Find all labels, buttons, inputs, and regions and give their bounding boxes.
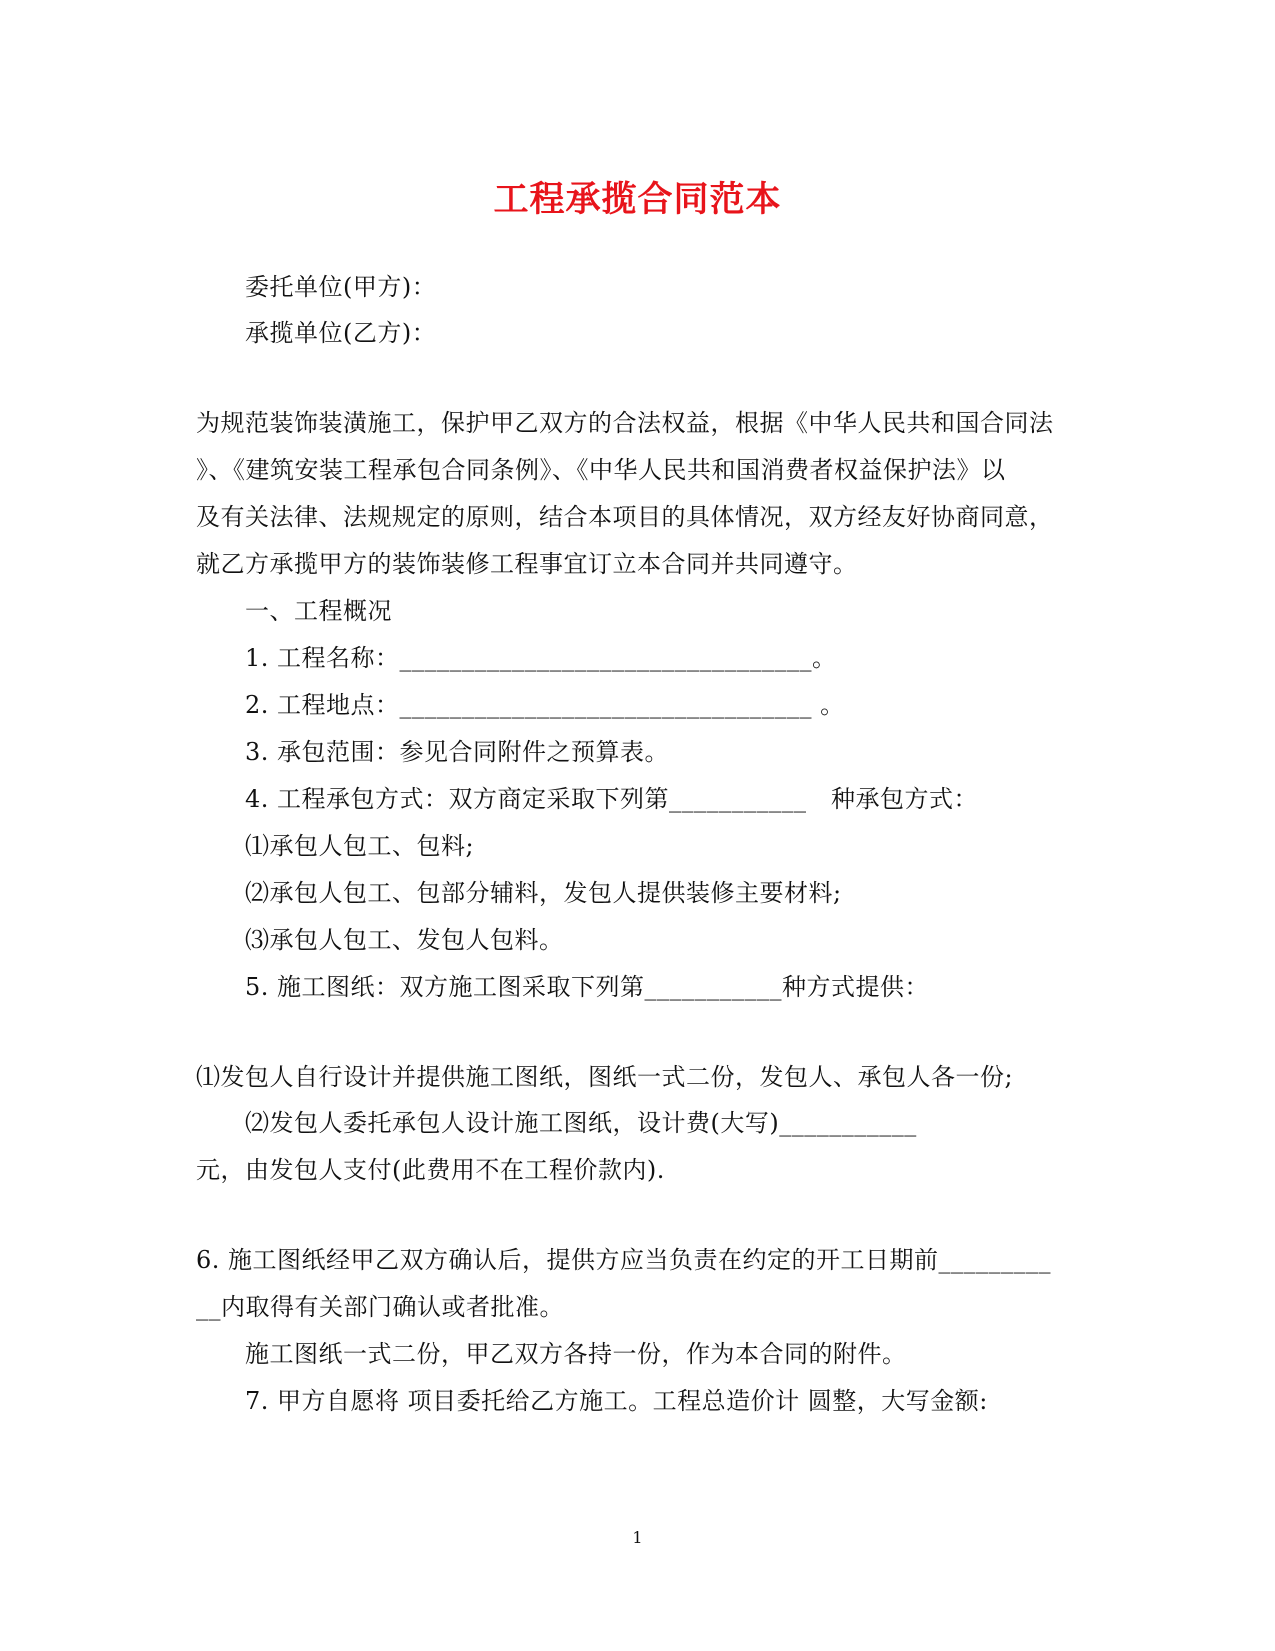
- item-drawings: 5. 施工图纸：双方施工图采取下列第___________种方式提供：: [245, 973, 930, 1001]
- item-project-location: 2. 工程地点：_________________________________ 。: [245, 691, 845, 719]
- preamble-line-4: 就乙方承揽甲方的装饰装修工程事宜订立本合同并共同遵守。: [196, 550, 858, 578]
- drawings-option-2-continued: 元，由发包人支付(此费用不在工程价款内).: [196, 1156, 665, 1184]
- preamble-line-3: 及有关法律、法规规定的原则，结合本项目的具体情况，双方经友好协商同意，: [196, 503, 1054, 531]
- item-project-name: 1. 工程名称：_________________________________。: [245, 644, 837, 672]
- page-number: 1: [632, 1528, 643, 1547]
- item-drawings-approval-continued: __内取得有关部门确认或者批准。: [196, 1293, 564, 1321]
- item-drawings-approval: 6. 施工图纸经甲乙双方确认后，提供方应当负责在约定的开工日期前_________: [196, 1246, 1052, 1274]
- item-contract-scope: 3. 承包范围：参见合同附件之预算表。: [245, 738, 670, 766]
- section-heading-overview: 一、工程概况: [245, 597, 392, 625]
- drawings-option-2: ⑵发包人委托承包人设计施工图纸，设计费(大写)___________: [245, 1109, 917, 1137]
- item-contract-method: 4. 工程承包方式：双方商定采取下列第___________ 种承包方式：: [245, 785, 979, 813]
- document-title: 工程承揽合同范本: [493, 179, 782, 220]
- method-option-1: ⑴承包人包工、包料;: [245, 832, 475, 860]
- drawings-option-1: ⑴发包人自行设计并提供施工图纸，图纸一式二份，发包人、承包人各一份;: [196, 1063, 1014, 1091]
- contractor-party-line: 承揽单位(乙方)：: [245, 319, 437, 347]
- client-party-line: 委托单位(甲方)：: [245, 273, 437, 301]
- item-project-commission: 7. 甲方自愿将 项目委托给乙方施工。工程总造价计 圆整，大写金额:: [245, 1387, 988, 1415]
- preamble-line-1: 为规范装饰装潢施工，保护甲乙双方的合法权益，根据《中华人民共和国合同法: [196, 409, 1054, 437]
- preamble-line-2: 》、《建筑安装工程承包合同条例》、《中华人民共和国消费者权益保护法》以: [196, 456, 1006, 484]
- method-option-3: ⑶承包人包工、发包人包料。: [245, 926, 564, 954]
- drawings-copies-line: 施工图纸一式二份，甲乙双方各持一份，作为本合同的附件。: [245, 1340, 907, 1368]
- method-option-2: ⑵承包人包工、包部分辅料，发包人提供装修主要材料;: [245, 879, 842, 907]
